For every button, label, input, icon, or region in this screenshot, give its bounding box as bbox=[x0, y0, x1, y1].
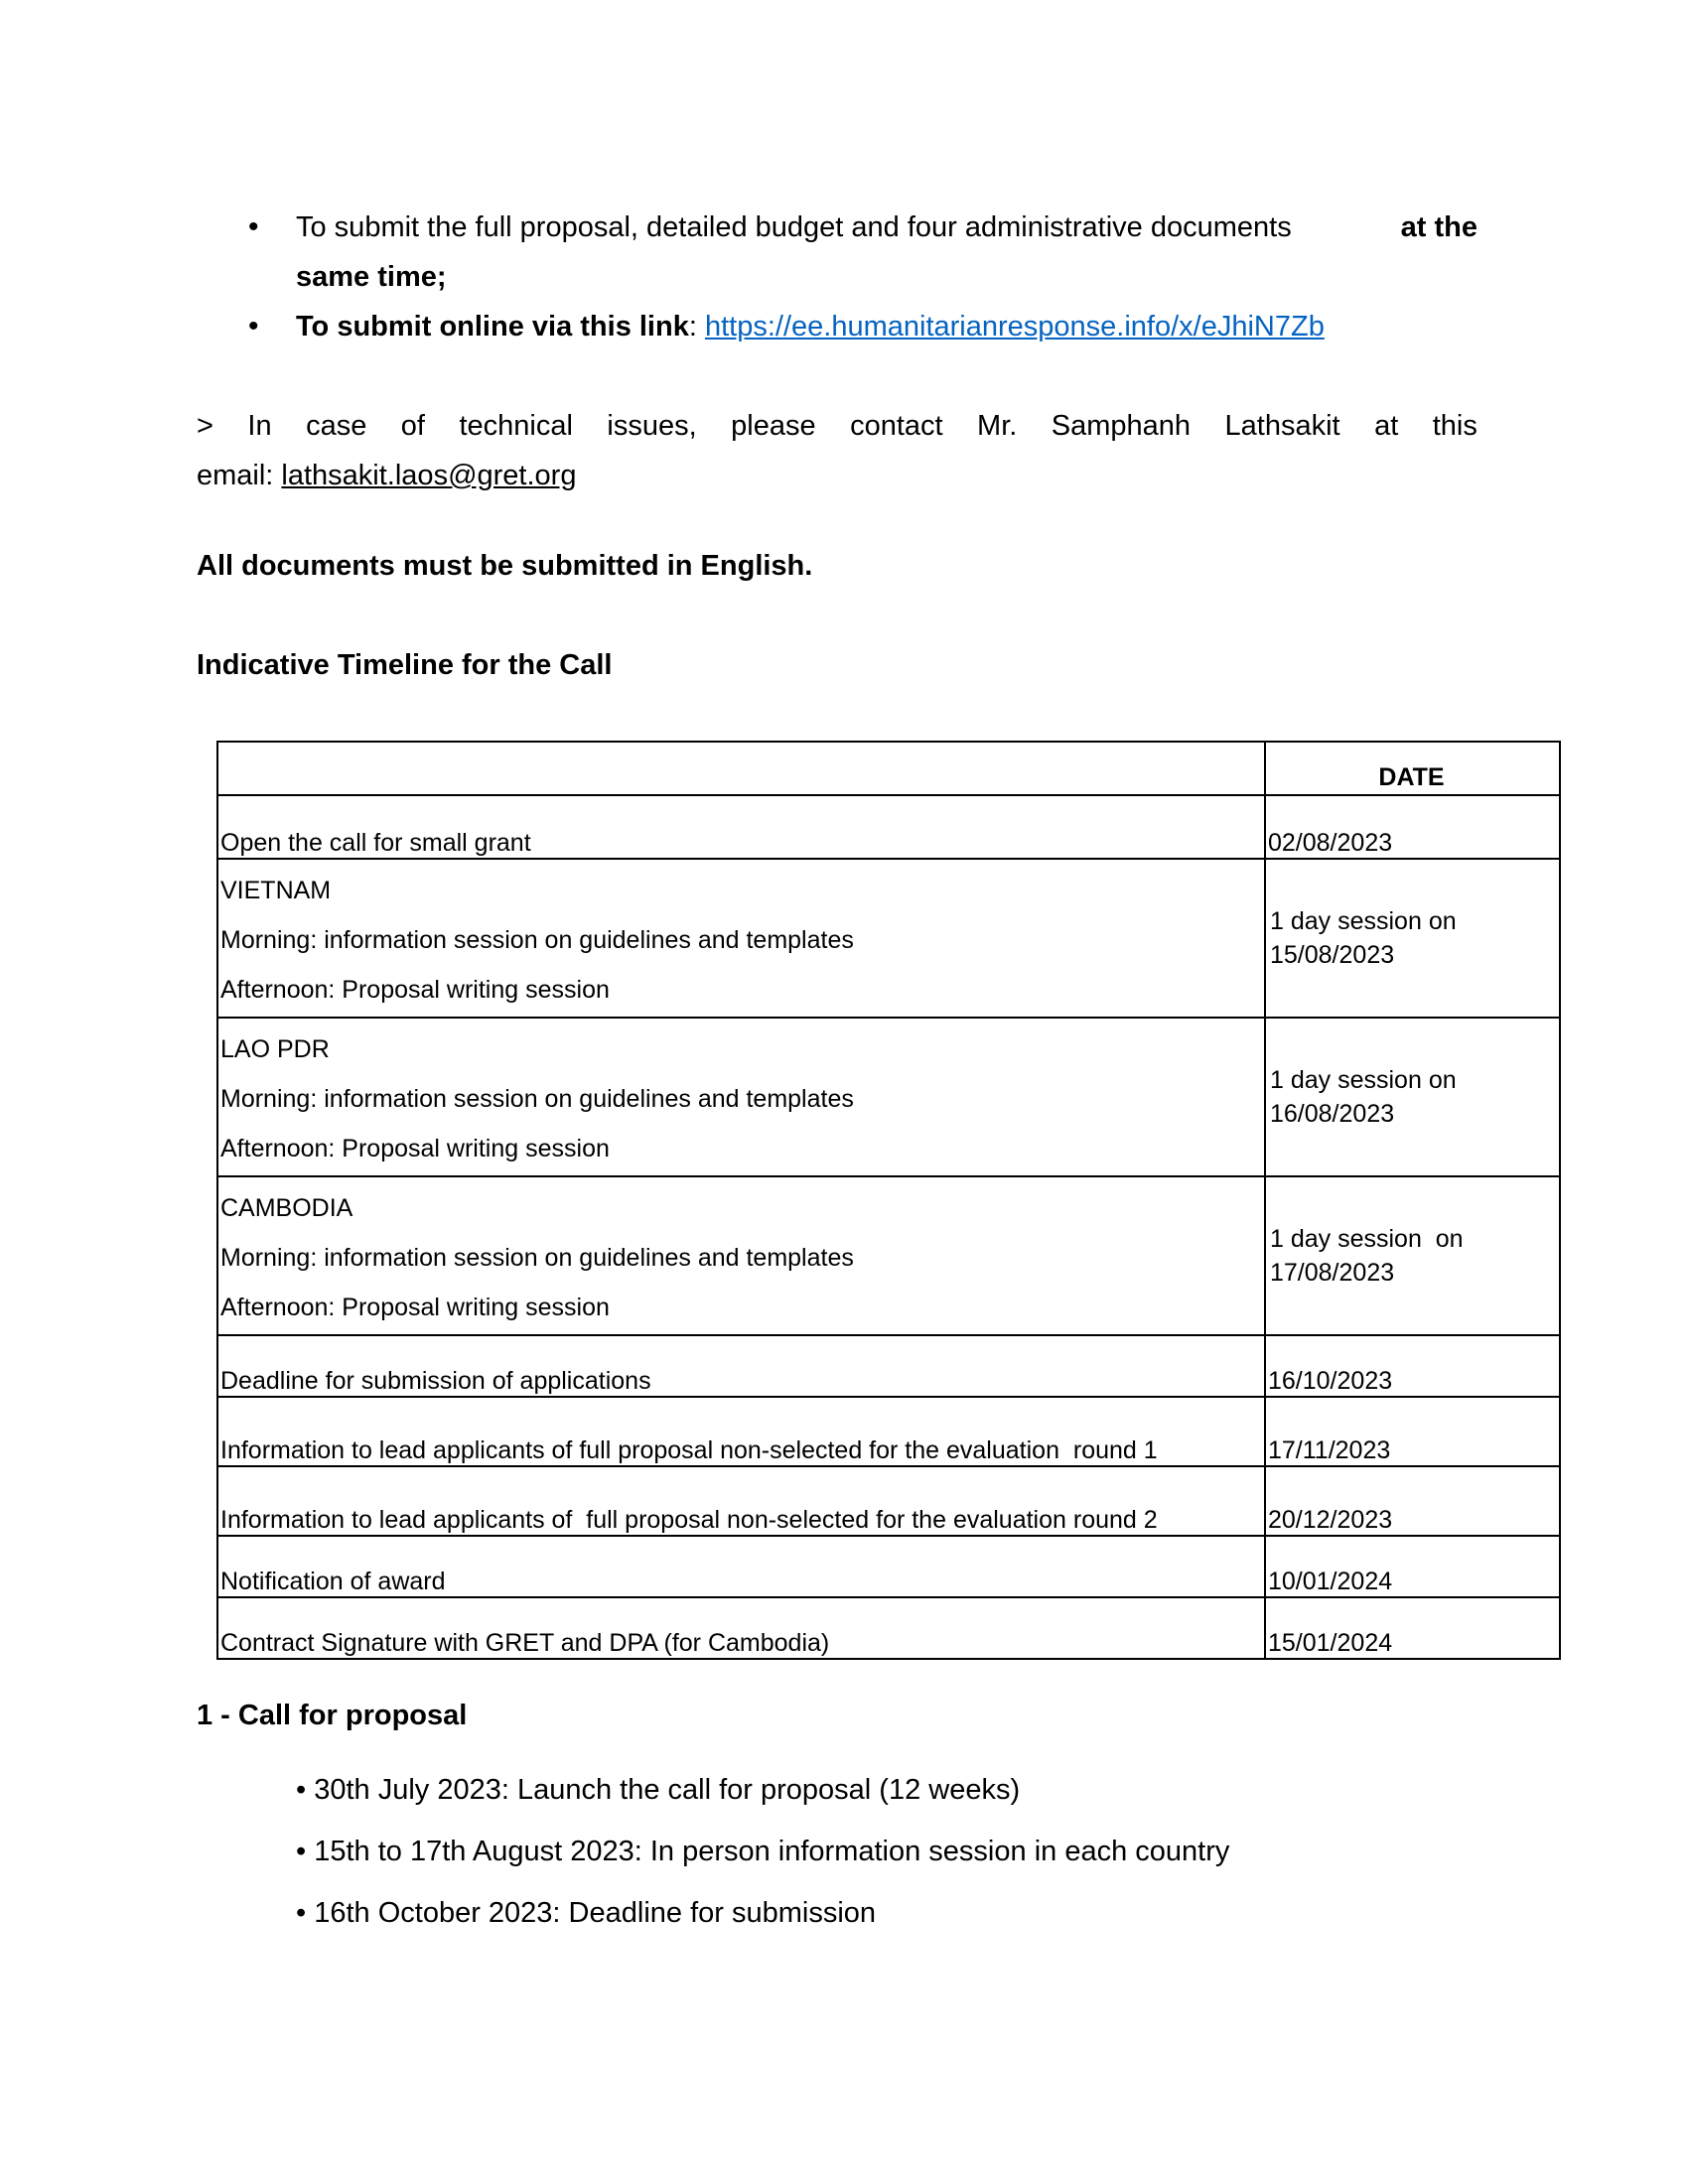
table-cell-activity: Contract Signature with GRET and DPA (for Cambodia) bbox=[217, 1597, 1265, 1659]
table-cell-date: 15/01/2024 bbox=[1265, 1597, 1560, 1659]
table-cell-date: 20/12/2023 bbox=[1265, 1466, 1560, 1536]
contact-prefix: email: bbox=[197, 460, 282, 491]
bullet-icon: • bbox=[248, 210, 259, 243]
table-cell-date: 10/01/2024 bbox=[1265, 1536, 1560, 1597]
bullet-text: To submit the full proposal, detailed budget and four administrative documents bbox=[296, 211, 1300, 243]
table-row bbox=[217, 859, 1560, 1018]
contact-word: Mr. bbox=[977, 410, 1018, 442]
table-cell-date bbox=[1265, 1018, 1560, 1176]
table-header-activity bbox=[217, 742, 1265, 795]
country-name: LAO PDR bbox=[220, 1035, 330, 1063]
date-line: 15/08/2023 bbox=[1270, 941, 1395, 969]
date-line: 16/08/2023 bbox=[1270, 1100, 1395, 1128]
country-name: VIETNAM bbox=[220, 877, 332, 904]
contact-word: at bbox=[1374, 410, 1399, 442]
contact-word: case bbox=[306, 410, 367, 442]
timeline-table bbox=[216, 741, 1561, 1660]
table-cell-activity bbox=[217, 1018, 1265, 1176]
list-item: • 30th July 2023: Launch the call for proposal (12 weeks) bbox=[296, 1774, 1021, 1806]
morning-session: Morning: information session on guidelines and templates bbox=[220, 1244, 854, 1272]
submission-link[interactable]: https://ee.humanitarianresponse.info/x/eJhiN7Zb bbox=[704, 311, 1325, 342]
contact-line bbox=[197, 401, 1477, 451]
timeline-heading: Indicative Timeline for the Call bbox=[197, 649, 613, 681]
contact-word: technical bbox=[459, 410, 573, 442]
bullet-bold-text: To submit online via this link bbox=[296, 311, 689, 342]
list-item: • 16th October 2023: Deadline for submission bbox=[296, 1897, 877, 1929]
contact-word: contact bbox=[850, 410, 943, 442]
table-cell-activity: Open the call for small grant bbox=[217, 795, 1265, 859]
contact-word: Samphanh bbox=[1051, 410, 1192, 442]
table-row bbox=[217, 1597, 1560, 1659]
contact-word: of bbox=[400, 410, 425, 442]
date-line: 1 day session on bbox=[1270, 1225, 1464, 1253]
list-item: • 15th to 17th August 2023: In person information session in each country bbox=[296, 1836, 1230, 1867]
table-header-date: DATE bbox=[1265, 742, 1560, 795]
contact-word: Lathsakit bbox=[1224, 410, 1340, 442]
table-row bbox=[217, 1335, 1560, 1397]
date-line: 1 day session on bbox=[1270, 1066, 1457, 1094]
language-notice: All documents must be submitted in English. bbox=[197, 550, 813, 582]
contact-paragraph bbox=[197, 401, 1477, 500]
table-cell-date: 16/10/2023 bbox=[1265, 1335, 1560, 1397]
date-line: 1 day session on bbox=[1270, 907, 1457, 935]
table-row bbox=[217, 1536, 1560, 1597]
table-cell-date: 17/11/2023 bbox=[1265, 1397, 1560, 1466]
table-cell-date: 02/08/2023 bbox=[1265, 795, 1560, 859]
table-cell-date bbox=[1265, 1176, 1560, 1335]
bullet-item bbox=[197, 203, 1477, 302]
table-cell-activity: Information to lead applicants of full proposal non-selected for the evaluation round 2 bbox=[217, 1466, 1265, 1536]
morning-session: Morning: information session on guidelines and templates bbox=[220, 1085, 854, 1113]
section-title: 1 - Call for proposal bbox=[197, 1700, 468, 1731]
contact-word: please bbox=[731, 410, 816, 442]
table-row bbox=[217, 795, 1560, 859]
contact-email-link[interactable]: lathsakit.laos@gret.org bbox=[281, 460, 577, 491]
afternoon-session: Afternoon: Proposal writing session bbox=[220, 1294, 610, 1321]
table-row bbox=[217, 1176, 1560, 1335]
table-header-row bbox=[217, 742, 1560, 795]
table-row bbox=[217, 1018, 1560, 1176]
table-cell-activity bbox=[217, 859, 1265, 1018]
bullet-bold-text: same time; bbox=[296, 261, 447, 293]
date-line: 17/08/2023 bbox=[1270, 1259, 1395, 1287]
bullet-icon: • bbox=[248, 310, 259, 342]
morning-session: Morning: information session on guidelines and templates bbox=[220, 926, 854, 954]
contact-word: In bbox=[247, 410, 272, 442]
table-cell-date bbox=[1265, 859, 1560, 1018]
contact-word: this bbox=[1432, 410, 1477, 442]
table-cell-activity: Information to lead applicants of full proposal non-selected for the evaluation round 1 bbox=[217, 1397, 1265, 1466]
country-name: CAMBODIA bbox=[220, 1194, 353, 1222]
call-items-list bbox=[296, 1759, 1229, 1944]
table-cell-activity: Deadline for submission of applications bbox=[217, 1335, 1265, 1397]
bullet-item bbox=[197, 302, 1477, 351]
bullet-separator: : bbox=[688, 311, 705, 342]
afternoon-session: Afternoon: Proposal writing session bbox=[220, 976, 610, 1004]
table-cell-activity bbox=[217, 1176, 1265, 1335]
table-cell-activity: Notification of award bbox=[217, 1536, 1265, 1597]
bullet-bold-text: at the bbox=[1400, 211, 1477, 243]
table-row bbox=[217, 1397, 1560, 1466]
afternoon-session: Afternoon: Proposal writing session bbox=[220, 1135, 610, 1162]
submission-bullets bbox=[197, 203, 1477, 351]
contact-word: issues, bbox=[607, 410, 697, 442]
table-row bbox=[217, 1466, 1560, 1536]
contact-word: > bbox=[197, 410, 213, 442]
